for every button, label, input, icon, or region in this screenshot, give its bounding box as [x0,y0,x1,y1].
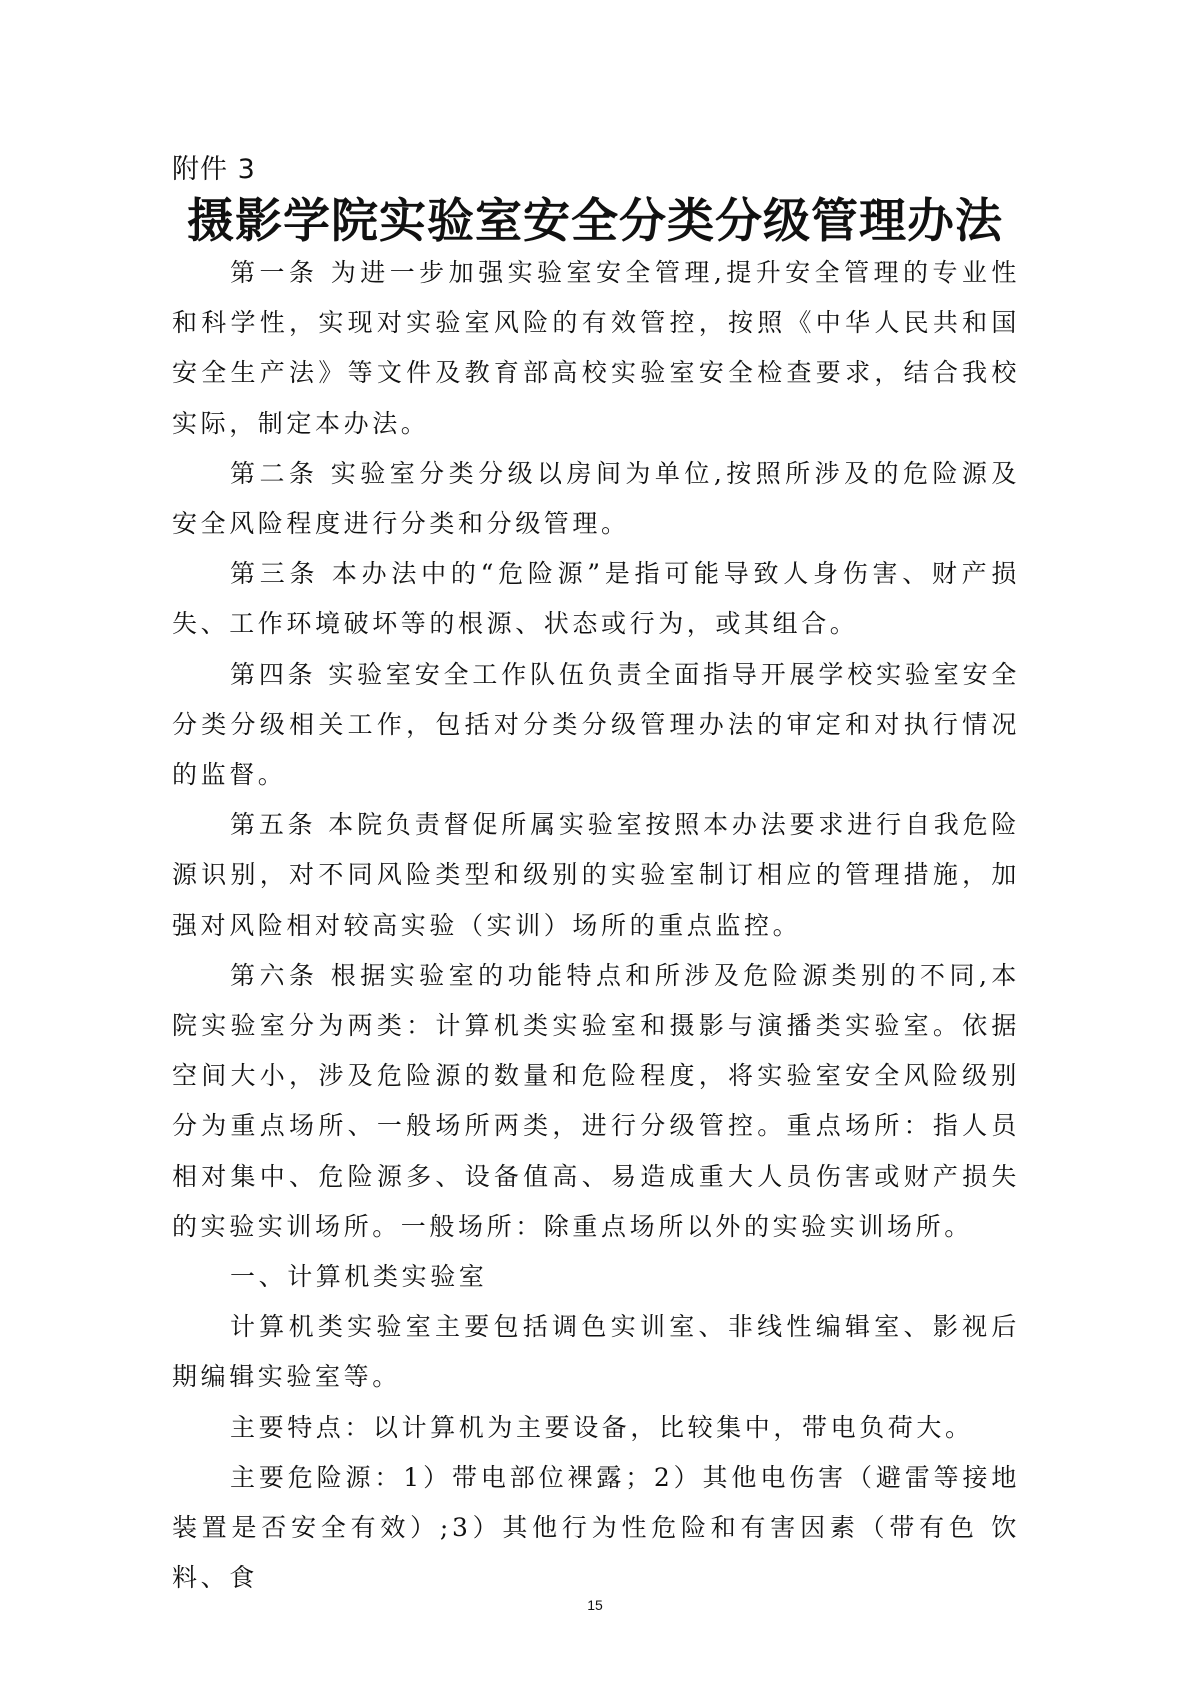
paragraph-article-3: 第三条 本办法中的“危险源”是指可能导致人身伤害、财产损失、工作环境破坏等的根源、状态或行为，或其组合。 [172,559,1020,639]
paragraph-article-6: 第六条 根据实验室的功能特点和所涉及危险源类别的不同,本院实验室分为两类：计算机类实验室和摄影与演播类实验室。依据空间大小，涉及危险源的数量和危险程度，将实验室安全风险级别分为重点场所、一般场所两类，进行分级管控。重点场所：指人员相对集中、危险源多、设备值高、易造成重大人员伤害或财产损失的实验实训场所。一般场所：除重点场所以外的实验实训场所。 [172,960,1020,1241]
paragraph-article-5: 第五条 本院负责督促所属实验室按照本办法要求进行自我危险源识别，对不同风险类型和级别的实验室制订相应的管理措施，加强对风险相对较高实验（实训）场所的重点监控。 [172,810,1020,940]
attachment-label: 附件 3 [172,154,256,185]
page-number: 15 [587,1597,603,1613]
paragraph-computer-labs-scope: 计算机类实验室主要包括调色实训室、非线性编辑室、影视后期编辑实验室等。 [172,1312,1020,1392]
paragraph-article-1: 第一条 为进一步加强实验室安全管理,提升安全管理的专业性和科学性，实现对实验室风险的有效管控，按照《中华人民共和国安全生产法》等文件及教育部高校实验室安全检查要求，结合我校实际，制定本办法。 [172,258,1020,438]
document-body [172,248,1020,1603]
section-heading-computer-labs: 一、计算机类实验室 [230,1262,488,1292]
paragraph-computer-labs-hazards: 主要危险源：1）带电部位裸露；2）其他电伤害（避雷等接地装置是否安全有效）;3）其他行为性危险和有害因素（带有色 饮料、食 [172,1462,1020,1593]
paragraph-article-2: 第二条 实验室分类分级以房间为单位,按照所涉及的危险源及安全风险程度进行分类和分级管理。 [172,458,1020,539]
document-title: 摄影学院实验室安全分类分级管理办法 [187,194,1003,249]
paragraph-article-4: 第四条 实验室安全工作队伍负责全面指导开展学校实验室安全分类分级相关工作，包括对分类分级管理办法的审定和对执行情况的监督。 [172,659,1020,790]
paragraph-computer-labs-features: 主要特点：以计算机为主要设备，比较集中，带电负荷大。 [230,1412,974,1442]
